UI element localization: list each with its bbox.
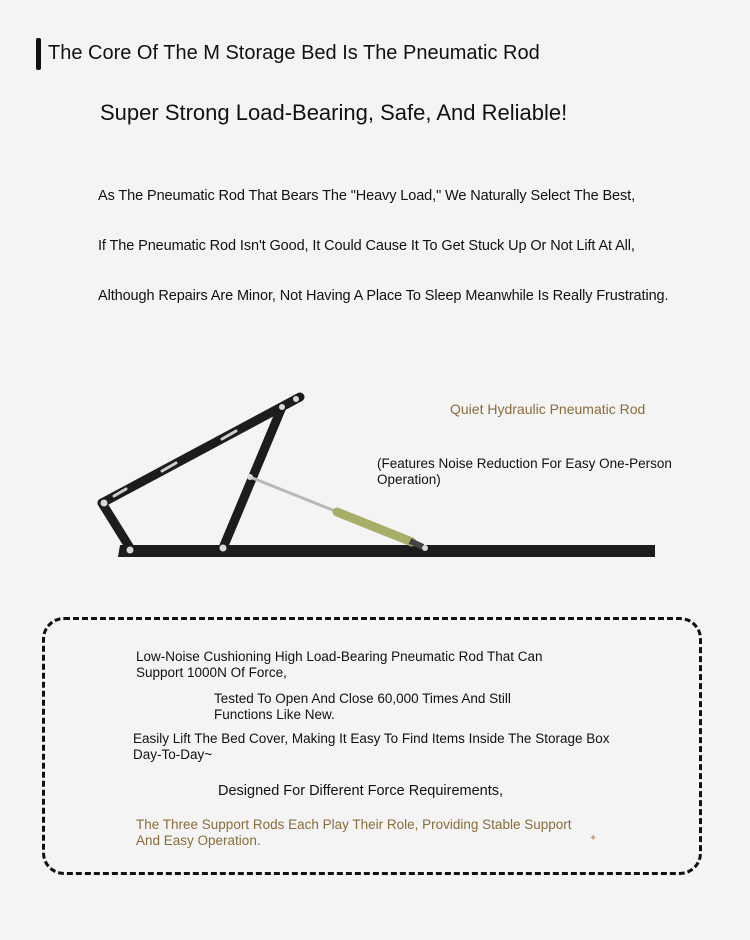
feature-line-3: Easily Lift The Bed Cover, Making It Easy To Find Items Inside The Storage Box Day-To-Day~ [133, 731, 610, 762]
intro-line-1: As The Pneumatic Rod That Bears The "Heavy Load," We Naturally Select The Best, [98, 188, 636, 204]
piston-rod [250, 477, 340, 513]
page-subtitle: Super Strong Load-Bearing, Safe, And Reliable! [100, 100, 568, 125]
rod-label: Quiet Hydraulic Pneumatic Rod [450, 401, 646, 417]
intro-line-2: If The Pneumatic Rod Isn't Good, It Could Cause It To Get Stuck Up Or Not Lift At All, [98, 238, 635, 254]
intro-line-3: Although Repairs Are Minor, Not Having A Place To Sleep Meanwhile Is Really Frustrating. [98, 288, 669, 304]
page-title: The Core Of The M Storage Bed Is The Pneumatic Rod [48, 42, 540, 64]
feature-line-5: The Three Support Rods Each Play Their Role, Providing Stable Support And Easy Operation. [136, 817, 572, 848]
top-arm [102, 397, 300, 503]
title-accent-bar [36, 38, 41, 70]
base-rail [118, 545, 655, 557]
feature-line-2: Tested To Open And Close 60,000 Times And Still Functions Like New. [214, 691, 511, 722]
left-arm [102, 503, 130, 548]
decorative-sparkle-icon: ✦ [589, 833, 598, 844]
feature-line-4: Designed For Different Force Requirements, [218, 783, 504, 799]
feature-line-1: Low-Noise Cushioning High Load-Bearing Pneumatic Rod That Can Support 1000N Of Force, [136, 649, 543, 680]
rod-note: (Features Noise Reduction For Easy One-Person Operation) [377, 456, 672, 487]
rod-cylinder [337, 512, 412, 542]
